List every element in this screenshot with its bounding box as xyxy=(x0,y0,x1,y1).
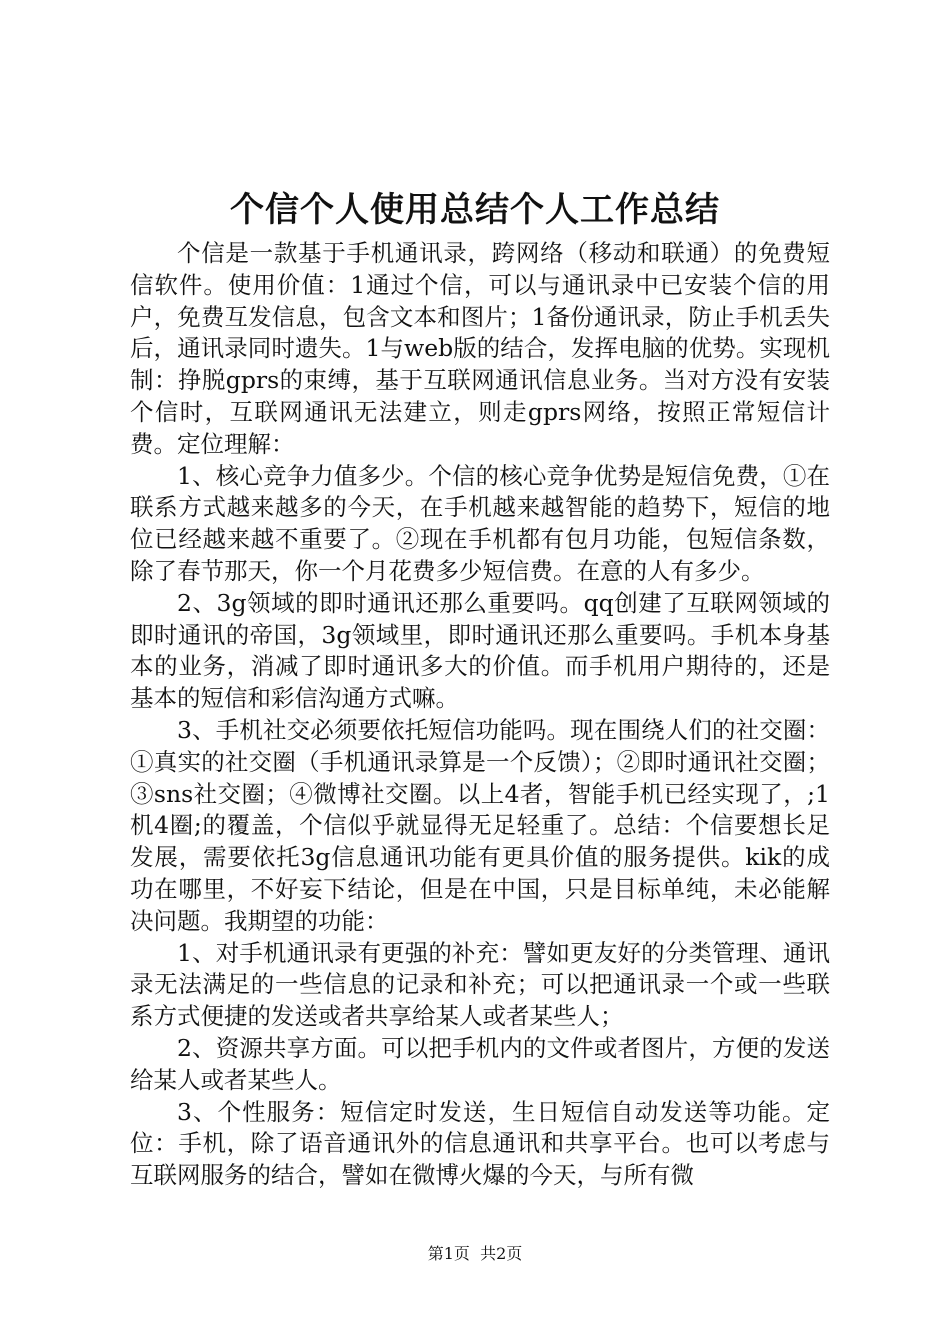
paragraph: 1、对手机通讯录有更强的补充：譬如更友好的分类管理、通讯录无法满足的一些信息的记录和补充；可以把通讯录一个或一些联系方式便捷的发送或者共享给某人或者某些人； xyxy=(130,938,830,1031)
page-total: 共2页 xyxy=(480,1244,523,1263)
paragraph: 2、资源共享方面。可以把手机内的文件或者图片，方便的发送给某人或者某些人。 xyxy=(130,1033,830,1094)
paragraph: 3、个性服务：短信定时发送，生日短信自动发送等功能。定位：手机，除了语音通讯外的信息通讯和共享平台。也可以考虑与互联网服务的结合，譬如在微博火爆的今天，与所有微 xyxy=(130,1097,830,1190)
document-body xyxy=(130,238,830,1192)
document-title: 个信个人使用总结个人工作总结 xyxy=(230,190,720,230)
page-number: 第1页 xyxy=(427,1244,470,1263)
footer-separator xyxy=(470,1244,480,1263)
paragraph: 1、核心竞争力值多少。个信的核心竞争优势是短信免费，①在联系方式越来越多的今天，在手机越来越智能的趋势下，短信的地位已经越来越不重要了。②现在手机都有包月功能，包短信条数，除了春节那天，你一个月花费多少短信费。在意的人有多少。 xyxy=(130,461,830,585)
paragraph: 个信是一款基于手机通讯录，跨网络（移动和联通）的免费短信软件。使用价值：1通过个信，可以与通讯录中已安装个信的用户，免费互发信息，包含文本和图片；1备份通讯录，防止手机丢失后，通讯录同时遗失。1与web版的结合，发挥电脑的优势。实现机制：挣脱gprs的束缚，基于互联网通讯信息业务。当对方没有安装个信时，互联网通讯无法建立，则走gprs网络，按照正常短信计费。定位理解： xyxy=(130,239,830,458)
page-footer xyxy=(0,1243,950,1265)
paragraph: 2、3g领域的即时通讯还那么重要吗。qq创建了互联网领域的即时通讯的帝国，3g领域里，即时通讯还那么重要吗。手机本身基本的业务，消减了即时通讯多大的价值。而手机用户期待的，还是基本的短信和彩信沟通方式嘛。 xyxy=(130,588,830,713)
paragraph: 3、手机社交必须要依托短信功能吗。现在围绕人们的社交圈：①真实的社交圈（手机通讯录算是一个反馈）；②即时通讯社交圈；③sns社交圈；④微博社交圈。以上4者，智能手机已经实现了，;1机4圈;的覆盖，个信似乎就显得无足轻重了。总结：个信要想长足发展，需要依托3g信息通讯功能有更具价值的服务提供。kik的成功在哪里，不好妄下结论，但是在中国，只是目标单纯，未必能解决问题。我期望的功能： xyxy=(130,715,830,935)
